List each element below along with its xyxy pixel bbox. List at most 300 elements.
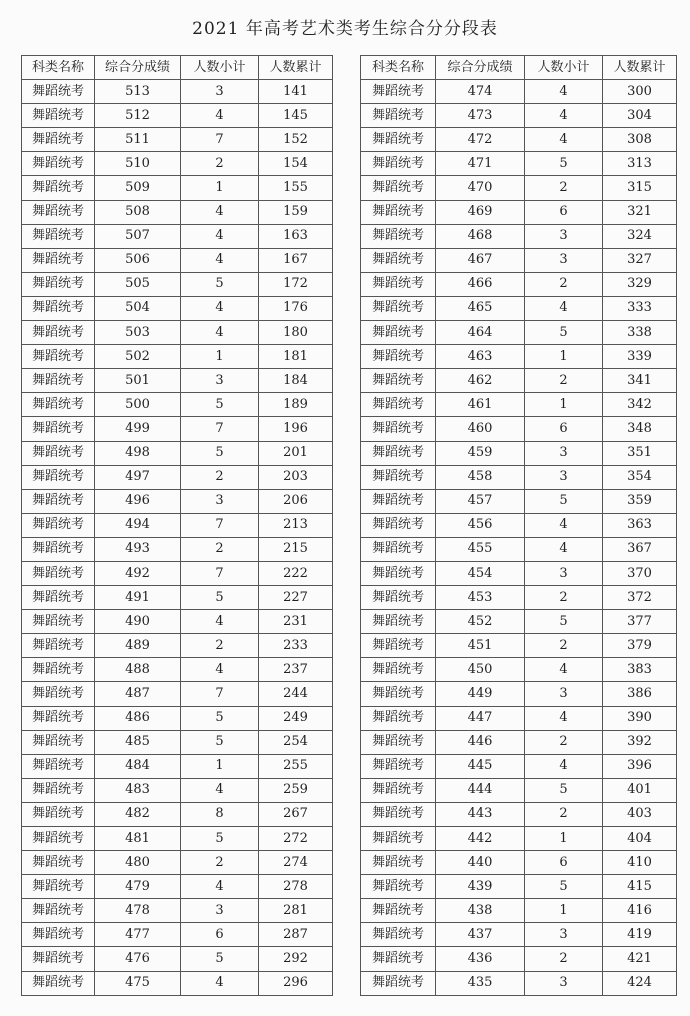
cell-cumulative: 396 <box>603 754 677 778</box>
cell-score: 470 <box>436 176 525 200</box>
cell-cumulative: 383 <box>603 658 677 682</box>
cell-count: 4 <box>181 200 259 224</box>
cell-cumulative: 315 <box>603 176 677 200</box>
cell-score: 490 <box>95 610 181 634</box>
cell-score: 496 <box>95 489 181 513</box>
cell-category: 舞蹈统考 <box>22 465 95 489</box>
cell-count: 1 <box>181 176 259 200</box>
cell-category: 舞蹈统考 <box>22 875 95 899</box>
cell-cumulative: 227 <box>259 586 333 610</box>
table-row <box>361 321 677 345</box>
cell-score: 465 <box>436 296 525 320</box>
table-row <box>361 827 677 851</box>
cell-category: 舞蹈统考 <box>361 152 436 176</box>
cell-score: 477 <box>95 923 181 947</box>
cell-cumulative: 401 <box>603 778 677 802</box>
cell-category: 舞蹈统考 <box>22 104 95 128</box>
cell-cumulative: 231 <box>259 610 333 634</box>
cell-category: 舞蹈统考 <box>361 971 436 995</box>
cell-score: 469 <box>436 200 525 224</box>
cell-cumulative: 313 <box>603 152 677 176</box>
cell-count: 3 <box>181 489 259 513</box>
cell-score: 473 <box>436 104 525 128</box>
cell-category: 舞蹈统考 <box>22 321 95 345</box>
cell-cumulative: 410 <box>603 851 677 875</box>
table-row <box>361 730 677 754</box>
cell-category: 舞蹈统考 <box>361 80 436 104</box>
cell-count: 4 <box>181 658 259 682</box>
cell-count: 3 <box>525 682 603 706</box>
cell-cumulative: 172 <box>259 272 333 296</box>
cell-cumulative: 390 <box>603 706 677 730</box>
cell-cumulative: 333 <box>603 296 677 320</box>
cell-score: 443 <box>436 802 525 826</box>
table-row <box>22 730 333 754</box>
table-row <box>361 369 677 393</box>
cell-count: 7 <box>181 513 259 537</box>
cell-cumulative: 249 <box>259 706 333 730</box>
cell-category: 舞蹈统考 <box>361 682 436 706</box>
cell-count: 1 <box>525 827 603 851</box>
cell-score: 450 <box>436 658 525 682</box>
table-header-row <box>361 56 677 80</box>
cell-score: 502 <box>95 345 181 369</box>
cell-count: 7 <box>181 417 259 441</box>
cell-count: 4 <box>525 513 603 537</box>
table-row <box>361 248 677 272</box>
table-row <box>22 778 333 802</box>
table-row <box>361 682 677 706</box>
cell-count: 5 <box>525 610 603 634</box>
cell-cumulative: 201 <box>259 441 333 465</box>
cell-score: 459 <box>436 441 525 465</box>
header-count: 人数小计 <box>525 56 603 80</box>
table-row <box>22 899 333 923</box>
cell-count: 3 <box>181 80 259 104</box>
cell-cumulative: 163 <box>259 224 333 248</box>
cell-count: 2 <box>525 369 603 393</box>
cell-category: 舞蹈统考 <box>22 176 95 200</box>
cell-score: 508 <box>95 200 181 224</box>
header-score: 综合分成绩 <box>95 56 181 80</box>
table-row <box>22 706 333 730</box>
cell-cumulative: 154 <box>259 152 333 176</box>
cell-category: 舞蹈统考 <box>361 947 436 971</box>
cell-count: 4 <box>181 971 259 995</box>
cell-category: 舞蹈统考 <box>22 682 95 706</box>
cell-count: 1 <box>181 345 259 369</box>
cell-count: 4 <box>525 128 603 152</box>
cell-category: 舞蹈统考 <box>361 561 436 585</box>
cell-category: 舞蹈统考 <box>22 947 95 971</box>
cell-cumulative: 415 <box>603 875 677 899</box>
cell-count: 4 <box>181 778 259 802</box>
cell-count: 6 <box>181 923 259 947</box>
cell-cumulative: 287 <box>259 923 333 947</box>
cell-score: 503 <box>95 321 181 345</box>
cell-score: 472 <box>436 128 525 152</box>
cell-count: 4 <box>525 537 603 561</box>
cell-cumulative: 237 <box>259 658 333 682</box>
table-row <box>361 152 677 176</box>
table-row <box>22 827 333 851</box>
cell-cumulative: 145 <box>259 104 333 128</box>
cell-count: 2 <box>525 947 603 971</box>
cell-cumulative: 372 <box>603 586 677 610</box>
cell-score: 487 <box>95 682 181 706</box>
cell-count: 2 <box>525 176 603 200</box>
cell-score: 489 <box>95 634 181 658</box>
cell-cumulative: 327 <box>603 248 677 272</box>
cell-category: 舞蹈统考 <box>361 248 436 272</box>
cell-score: 475 <box>95 971 181 995</box>
cell-cumulative: 308 <box>603 128 677 152</box>
cell-cumulative: 370 <box>603 561 677 585</box>
table-row <box>361 658 677 682</box>
table-row <box>361 754 677 778</box>
cell-category: 舞蹈统考 <box>22 441 95 465</box>
cell-count: 6 <box>525 417 603 441</box>
cell-cumulative: 272 <box>259 827 333 851</box>
cell-cumulative: 377 <box>603 610 677 634</box>
cell-category: 舞蹈统考 <box>361 393 436 417</box>
cell-cumulative: 281 <box>259 899 333 923</box>
cell-category: 舞蹈统考 <box>22 296 95 320</box>
cell-score: 440 <box>436 851 525 875</box>
cell-cumulative: 392 <box>603 730 677 754</box>
cell-cumulative: 386 <box>603 682 677 706</box>
cell-category: 舞蹈统考 <box>361 176 436 200</box>
cell-cumulative: 296 <box>259 971 333 995</box>
cell-category: 舞蹈统考 <box>361 827 436 851</box>
table-row <box>361 296 677 320</box>
cell-count: 5 <box>181 272 259 296</box>
cell-category: 舞蹈统考 <box>22 272 95 296</box>
cell-category: 舞蹈统考 <box>22 537 95 561</box>
table-row <box>22 465 333 489</box>
cell-count: 6 <box>525 200 603 224</box>
cell-score: 457 <box>436 489 525 513</box>
cell-category: 舞蹈统考 <box>22 224 95 248</box>
cell-count: 7 <box>181 561 259 585</box>
cell-category: 舞蹈统考 <box>361 802 436 826</box>
cell-score: 505 <box>95 272 181 296</box>
table-row <box>361 128 677 152</box>
cell-category: 舞蹈统考 <box>361 513 436 537</box>
cell-count: 3 <box>525 224 603 248</box>
cell-cumulative: 300 <box>603 80 677 104</box>
cell-category: 舞蹈统考 <box>22 706 95 730</box>
cell-score: 509 <box>95 176 181 200</box>
table-row <box>22 152 333 176</box>
cell-category: 舞蹈统考 <box>361 489 436 513</box>
cell-count: 8 <box>181 802 259 826</box>
cell-count: 2 <box>525 802 603 826</box>
cell-count: 4 <box>181 104 259 128</box>
cell-score: 497 <box>95 465 181 489</box>
table-row <box>361 923 677 947</box>
table-row <box>22 971 333 995</box>
cell-cumulative: 181 <box>259 345 333 369</box>
cell-category: 舞蹈统考 <box>361 345 436 369</box>
cell-cumulative: 176 <box>259 296 333 320</box>
cell-score: 481 <box>95 827 181 851</box>
cell-category: 舞蹈统考 <box>22 393 95 417</box>
cell-count: 7 <box>181 682 259 706</box>
cell-score: 447 <box>436 706 525 730</box>
cell-cumulative: 292 <box>259 947 333 971</box>
cell-cumulative: 180 <box>259 321 333 345</box>
cell-count: 4 <box>525 104 603 128</box>
cell-category: 舞蹈统考 <box>361 441 436 465</box>
cell-count: 2 <box>181 152 259 176</box>
cell-cumulative: 416 <box>603 899 677 923</box>
cell-category: 舞蹈统考 <box>22 80 95 104</box>
cell-cumulative: 255 <box>259 754 333 778</box>
cell-count: 3 <box>525 923 603 947</box>
cell-count: 4 <box>525 754 603 778</box>
cell-category: 舞蹈统考 <box>22 899 95 923</box>
table-row <box>361 80 677 104</box>
cell-score: 510 <box>95 152 181 176</box>
cell-count: 5 <box>525 778 603 802</box>
cell-cumulative: 341 <box>603 369 677 393</box>
table-row <box>361 441 677 465</box>
cell-category: 舞蹈统考 <box>361 778 436 802</box>
cell-cumulative: 338 <box>603 321 677 345</box>
cell-score: 498 <box>95 441 181 465</box>
cell-category: 舞蹈统考 <box>22 658 95 682</box>
cell-score: 511 <box>95 128 181 152</box>
table-row <box>22 851 333 875</box>
cell-count: 5 <box>181 706 259 730</box>
table-row <box>22 393 333 417</box>
cell-count: 5 <box>525 321 603 345</box>
cell-count: 4 <box>181 224 259 248</box>
cell-score: 513 <box>95 80 181 104</box>
cell-cumulative: 379 <box>603 634 677 658</box>
cell-count: 4 <box>181 248 259 272</box>
cell-count: 5 <box>181 730 259 754</box>
table-row <box>22 176 333 200</box>
score-table-right <box>360 55 677 996</box>
cell-cumulative: 203 <box>259 465 333 489</box>
cell-score: 435 <box>436 971 525 995</box>
cell-score: 471 <box>436 152 525 176</box>
cell-count: 6 <box>525 851 603 875</box>
table-header-row <box>22 56 333 80</box>
cell-cumulative: 363 <box>603 513 677 537</box>
cell-score: 479 <box>95 875 181 899</box>
cell-cumulative: 304 <box>603 104 677 128</box>
table-row <box>361 537 677 561</box>
table-row <box>22 586 333 610</box>
cell-category: 舞蹈统考 <box>361 321 436 345</box>
cell-score: 463 <box>436 345 525 369</box>
cell-count: 2 <box>525 634 603 658</box>
cell-count: 4 <box>525 658 603 682</box>
cell-cumulative: 215 <box>259 537 333 561</box>
cell-cumulative: 189 <box>259 393 333 417</box>
cell-score: 478 <box>95 899 181 923</box>
cell-count: 3 <box>525 465 603 489</box>
table-row <box>22 128 333 152</box>
cell-score: 444 <box>436 778 525 802</box>
table-row <box>22 537 333 561</box>
cell-count: 4 <box>525 706 603 730</box>
cell-count: 7 <box>181 128 259 152</box>
table-row <box>22 200 333 224</box>
header-score: 综合分成绩 <box>436 56 525 80</box>
cell-category: 舞蹈统考 <box>361 706 436 730</box>
table-row <box>361 200 677 224</box>
cell-score: 506 <box>95 248 181 272</box>
table-row <box>361 465 677 489</box>
cell-count: 2 <box>525 586 603 610</box>
cell-category: 舞蹈统考 <box>22 730 95 754</box>
cell-category: 舞蹈统考 <box>22 513 95 537</box>
cell-cumulative: 351 <box>603 441 677 465</box>
table-row <box>361 706 677 730</box>
cell-score: 454 <box>436 561 525 585</box>
table-row <box>361 272 677 296</box>
cell-category: 舞蹈统考 <box>361 369 436 393</box>
cell-category: 舞蹈统考 <box>361 537 436 561</box>
cell-count: 1 <box>525 899 603 923</box>
cell-category: 舞蹈统考 <box>22 561 95 585</box>
cell-count: 4 <box>181 610 259 634</box>
cell-cumulative: 274 <box>259 851 333 875</box>
cell-score: 483 <box>95 778 181 802</box>
cell-count: 2 <box>525 272 603 296</box>
table-row <box>361 610 677 634</box>
cell-score: 456 <box>436 513 525 537</box>
page-title: 2021 年高考艺术类考生综合分分段表 <box>192 19 498 39</box>
table-row <box>22 634 333 658</box>
cell-score: 485 <box>95 730 181 754</box>
table-row <box>361 971 677 995</box>
table-row <box>22 321 333 345</box>
table-row <box>22 369 333 393</box>
cell-cumulative: 254 <box>259 730 333 754</box>
table-body-left <box>22 80 333 996</box>
table-row <box>22 561 333 585</box>
cell-count: 2 <box>181 465 259 489</box>
cell-cumulative: 359 <box>603 489 677 513</box>
table-row <box>22 296 333 320</box>
cell-category: 舞蹈统考 <box>361 754 436 778</box>
table-row <box>22 875 333 899</box>
cell-cumulative: 329 <box>603 272 677 296</box>
cell-category: 舞蹈统考 <box>22 851 95 875</box>
table-row <box>361 561 677 585</box>
cell-cumulative: 424 <box>603 971 677 995</box>
cell-score: 491 <box>95 586 181 610</box>
cell-category: 舞蹈统考 <box>361 296 436 320</box>
cell-score: 449 <box>436 682 525 706</box>
cell-score: 507 <box>95 224 181 248</box>
table-row <box>361 176 677 200</box>
cell-score: 458 <box>436 465 525 489</box>
cell-score: 492 <box>95 561 181 585</box>
cell-category: 舞蹈统考 <box>22 586 95 610</box>
cell-count: 1 <box>525 345 603 369</box>
cell-score: 500 <box>95 393 181 417</box>
table-row <box>22 80 333 104</box>
cell-cumulative: 354 <box>603 465 677 489</box>
cell-score: 462 <box>436 369 525 393</box>
cell-count: 4 <box>181 875 259 899</box>
cell-count: 5 <box>181 827 259 851</box>
header-cumulative: 人数累计 <box>603 56 677 80</box>
cell-score: 436 <box>436 947 525 971</box>
table-row <box>361 875 677 899</box>
cell-cumulative: 367 <box>603 537 677 561</box>
cell-category: 舞蹈统考 <box>361 128 436 152</box>
cell-cumulative: 222 <box>259 561 333 585</box>
cell-cumulative: 278 <box>259 875 333 899</box>
table-row <box>22 441 333 465</box>
cell-count: 4 <box>181 296 259 320</box>
table-row <box>22 345 333 369</box>
cell-category: 舞蹈统考 <box>361 586 436 610</box>
cell-cumulative: 167 <box>259 248 333 272</box>
cell-cumulative: 141 <box>259 80 333 104</box>
cell-category: 舞蹈统考 <box>361 610 436 634</box>
cell-count: 5 <box>525 489 603 513</box>
cell-score: 504 <box>95 296 181 320</box>
cell-score: 455 <box>436 537 525 561</box>
cell-cumulative: 339 <box>603 345 677 369</box>
cell-category: 舞蹈统考 <box>22 248 95 272</box>
cell-score: 512 <box>95 104 181 128</box>
table-row <box>22 248 333 272</box>
cell-score: 501 <box>95 369 181 393</box>
cell-score: 474 <box>436 80 525 104</box>
cell-category: 舞蹈统考 <box>361 730 436 754</box>
cell-category: 舞蹈统考 <box>361 923 436 947</box>
cell-category: 舞蹈统考 <box>22 489 95 513</box>
cell-category: 舞蹈统考 <box>22 152 95 176</box>
table-body-right <box>361 80 677 996</box>
cell-category: 舞蹈统考 <box>22 634 95 658</box>
cell-category: 舞蹈统考 <box>361 634 436 658</box>
cell-score: 452 <box>436 610 525 634</box>
table-row <box>361 104 677 128</box>
cell-count: 3 <box>181 369 259 393</box>
table-row <box>361 802 677 826</box>
table-row <box>22 947 333 971</box>
table-row <box>22 513 333 537</box>
table-row <box>22 224 333 248</box>
cell-cumulative: 321 <box>603 200 677 224</box>
cell-score: 488 <box>95 658 181 682</box>
table-row <box>22 272 333 296</box>
cell-category: 舞蹈统考 <box>22 345 95 369</box>
table-row <box>22 489 333 513</box>
cell-score: 467 <box>436 248 525 272</box>
cell-count: 5 <box>181 441 259 465</box>
cell-score: 446 <box>436 730 525 754</box>
cell-category: 舞蹈统考 <box>361 224 436 248</box>
cell-category: 舞蹈统考 <box>22 778 95 802</box>
cell-category: 舞蹈统考 <box>22 369 95 393</box>
table-row <box>361 345 677 369</box>
table-row <box>361 489 677 513</box>
table-row <box>22 802 333 826</box>
cell-count: 1 <box>181 754 259 778</box>
cell-score: 437 <box>436 923 525 947</box>
